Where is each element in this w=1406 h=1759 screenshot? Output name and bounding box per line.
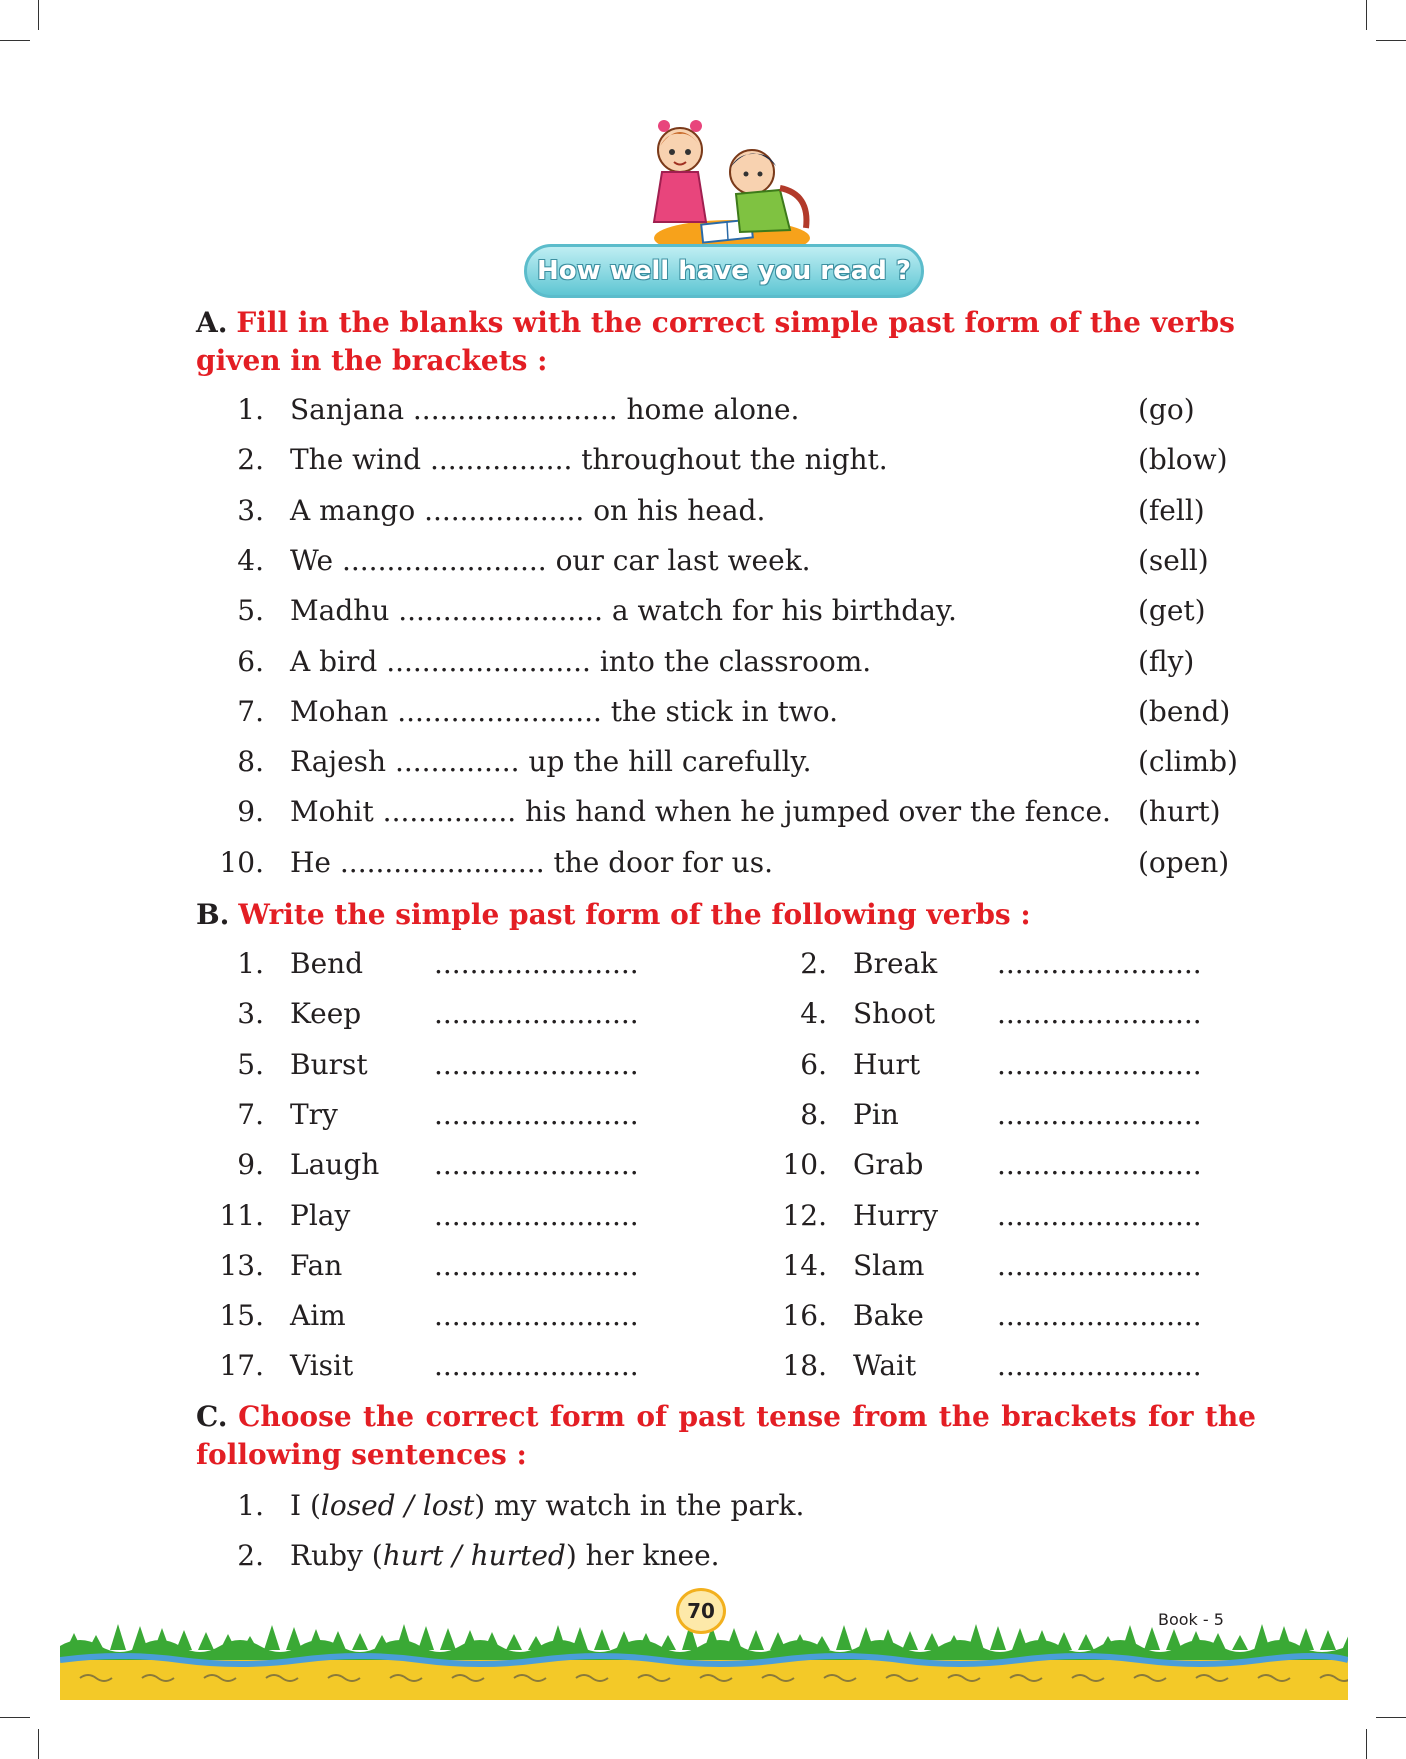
tree-shape [286,1627,302,1650]
tree-shape [902,1631,918,1650]
item-number: 2. [237,1539,264,1573]
tree-shape [726,1628,742,1650]
answer-blank[interactable]: ....................... [997,1299,1202,1333]
verb-word: Aim [290,1299,346,1333]
verb-hint: (bend) [1138,694,1231,728]
item-number: 5. [237,594,264,628]
tree-shape [330,1631,346,1650]
item-number: 3. [237,493,264,527]
section-b-letter: B. [196,898,230,931]
section-a-letter: A. [196,306,228,339]
verb-word: Pin [853,1097,899,1131]
item-number: 3. [237,997,264,1031]
tree-shape [594,1629,610,1650]
section-title-banner [524,244,924,298]
item-number: 10. [782,1148,827,1182]
tree-shape [858,1627,874,1650]
verb-word: Bend [290,947,364,980]
answer-blank[interactable]: ....................... [434,1349,639,1383]
tree-shape [1034,1630,1050,1650]
item-number: 4. [237,543,264,577]
sentence-text: A mango .................. on his head. [290,493,766,527]
item-number: 1. [237,1489,264,1522]
answer-blank[interactable]: ....................... [997,1097,1202,1131]
section-c-letter: C. [196,1400,228,1433]
verb-word: Keep [290,997,362,1031]
answer-blank[interactable]: ....................... [434,1299,639,1333]
choice-options[interactable]: hurt / hurted [382,1539,566,1573]
verb-hint: (go) [1138,393,1195,426]
crop-mark [38,0,39,30]
tree-shape [616,1631,632,1650]
tree-shape [1122,1625,1138,1650]
item-number: 12. [782,1198,827,1232]
sentence-text: Madhu ....................... a watch for his birthday. [290,594,957,628]
sentence-text: Sanjana ....................... home alone. [290,393,800,426]
tree-shape [1056,1632,1072,1650]
section-title: How well have you read ? [536,256,912,286]
children-reading-illustration [640,110,820,260]
sentence-text: Mohan ....................... the stick in two. [290,694,839,728]
item-number: 2. [800,947,827,980]
item-number: 7. [237,694,264,728]
tree-shape [572,1627,588,1650]
tree-shape [1144,1627,1160,1650]
section-b-instruction: Write the simple past form of the following verbs : [238,898,1031,931]
item-number: 1. [237,947,264,980]
crop-mark [0,40,30,41]
item-number: 6. [237,644,264,678]
choice-options[interactable]: losed / lost [320,1489,475,1522]
verb-word: Bake [853,1299,924,1333]
verb-hint: (get) [1138,594,1206,628]
sentence-text: We ....................... our car last week. [290,543,811,577]
crop-mark [1366,0,1367,30]
sentence-after: ) her knee. [565,1539,720,1573]
sentence-text [290,1538,720,1574]
verb-word: Wait [853,1349,917,1383]
tree-shape [1342,1632,1348,1650]
verb-hint: (blow) [1138,443,1228,477]
sentence-before: I ( [290,1489,321,1522]
sentence-before: Ruby ( [290,1539,383,1573]
tree-shape [1276,1626,1292,1650]
tree-shape [176,1630,192,1650]
tree-shape [990,1626,1006,1650]
verb-word: Hurt [853,1047,921,1081]
tree-shape [1166,1629,1182,1650]
tree-shape [198,1632,214,1650]
tree-shape [1012,1628,1028,1650]
answer-blank[interactable]: ....................... [997,1248,1202,1282]
verb-word: Shoot [853,997,936,1031]
verb-hint: (sell) [1138,543,1209,577]
sentence-text: Rajesh .............. up the hill carefully. [290,745,812,779]
sentence-text: A bird ....................... into the classroom. [290,644,872,678]
crop-mark [1376,40,1406,41]
sentence-text: The wind ................ throughout the night. [290,443,888,477]
page-number: 70 [687,1599,715,1623]
tree-shape [506,1634,522,1650]
verb-word: Hurry [853,1198,939,1232]
tree-shape [352,1633,368,1650]
verb-word: Grab [853,1148,924,1182]
item-number: 11. [219,1198,264,1232]
tree-shape [1254,1624,1270,1650]
item-number: 4. [800,997,827,1031]
section-a-instruction: Fill in the blanks with the correct simple past form of the verbs given in the brackets : [196,306,1235,377]
section-b-heading [196,896,1256,934]
verb-word: Play [290,1198,351,1232]
sentence-after: ) my watch in the park. [474,1489,805,1522]
tree-shape [1320,1630,1336,1650]
tree-shape [968,1624,984,1650]
tree-shape [264,1625,280,1650]
answer-blank[interactable]: ....................... [434,1097,639,1131]
tree-shape [418,1626,434,1650]
item-number: 9. [237,1148,264,1182]
page-number-badge [676,1588,726,1634]
book-label: Book - 5 [1158,1610,1224,1629]
answer-blank[interactable]: ....................... [997,1047,1202,1081]
item-number: 8. [800,1097,827,1131]
tree-shape [880,1629,896,1650]
verb-hint: (climb) [1138,745,1238,779]
section-a-heading [196,304,1256,380]
item-number: 5. [237,1047,264,1081]
verb-word: Break [853,947,938,980]
item-number: 6. [800,1047,827,1081]
answer-blank[interactable]: ....................... [434,947,639,980]
answer-blank[interactable]: ....................... [434,1248,639,1282]
answer-blank[interactable]: ....................... [997,1148,1202,1182]
verb-hint: (fly) [1138,644,1195,678]
verb-word: Burst [290,1047,368,1081]
item-number: 10. [219,845,264,879]
item-number: 2. [237,443,264,477]
tree-shape [462,1630,478,1650]
item-number: 9. [237,795,264,829]
answer-blank[interactable]: ....................... [997,1349,1202,1383]
answer-blank[interactable]: ....................... [434,1047,639,1081]
section-c-heading [196,1398,1256,1474]
verb-hint: (fell) [1138,493,1205,527]
crop-mark [0,1717,30,1718]
verb-word: Slam [853,1248,925,1282]
tree-shape [748,1630,764,1650]
answer-blank[interactable]: ....................... [997,1198,1202,1232]
verb-word: Laugh [290,1148,380,1182]
verb-hint: (open) [1138,845,1230,879]
answer-blank[interactable]: ....................... [434,1148,639,1182]
tree-shape [154,1628,170,1650]
item-number: 15. [219,1299,264,1333]
crop-mark [38,1729,39,1759]
item-number: 1. [237,393,264,426]
tree-shape [770,1632,786,1650]
item-number: 17. [219,1349,264,1383]
item-number: 8. [237,745,264,779]
tree-shape [1210,1633,1226,1650]
tree-shape [440,1628,456,1650]
tree-shape [1232,1635,1248,1650]
item-number: 14. [782,1248,827,1282]
answer-blank[interactable]: ....................... [997,997,1202,1031]
tree-shape [528,1636,544,1650]
tree-shape [396,1624,412,1650]
tree-shape [836,1625,852,1650]
tree-shape [814,1636,830,1650]
tree-shape [1078,1634,1094,1650]
crop-mark [1376,1717,1406,1718]
item-number: 7. [237,1097,264,1131]
item-number: 18. [782,1349,827,1383]
verb-word: Try [290,1097,338,1131]
sentence-text [290,1488,804,1524]
sentence-text: Mohit ............... his hand when he jumped over the fence. [290,795,1111,829]
verb-hint: (hurt) [1138,795,1221,829]
answer-blank[interactable]: ....................... [997,947,1202,980]
tree-shape [660,1635,676,1650]
tree-shape [924,1633,940,1650]
section-c-instruction: Choose the correct form of past tense from the brackets for the following sentences : [196,1400,1256,1471]
answer-blank[interactable]: ....................... [434,1198,639,1232]
tree-shape [132,1626,148,1650]
tree-shape [110,1624,126,1650]
sentence-text: He ....................... the door for us. [290,845,773,879]
item-number: 13. [219,1248,264,1282]
item-number: 16. [782,1299,827,1333]
crop-mark [1366,1729,1367,1759]
tree-shape [308,1629,324,1650]
verb-word: Fan [290,1248,343,1282]
answer-blank[interactable]: ....................... [434,997,639,1031]
tree-shape [550,1625,566,1650]
verb-word: Visit [290,1349,354,1383]
tree-shape [1298,1628,1314,1650]
